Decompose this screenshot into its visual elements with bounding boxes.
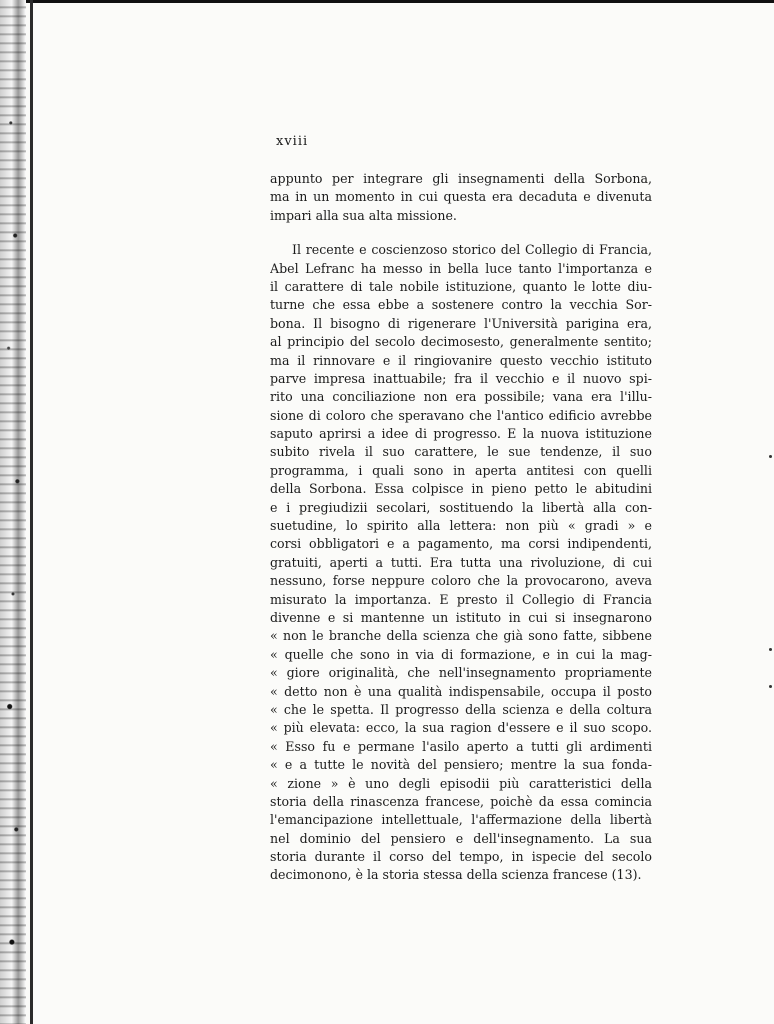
text-line: nessuno, forse neppure coloro che la provocarono, aveva: [270, 573, 652, 589]
text-line: impari alla sua alta missione.: [270, 207, 457, 223]
text-line: « e a tutte le novità del pensiero; mentre la sua fonda-: [270, 757, 652, 773]
text-line: « zione » è uno degli episodii più caratteristici della: [270, 775, 652, 791]
text-line: rito una conciliazione non era possibile; vana era l'illu-: [270, 389, 652, 405]
binding-specks: [2, 0, 24, 1024]
paragraph-gap: [270, 225, 652, 241]
text-line: misurato la importanza. E presto il Collegio di Francia: [270, 591, 652, 607]
binding-line: [30, 0, 33, 1024]
text-line: divenne e si mantenne un istituto in cui si insegnarono: [270, 609, 652, 625]
text-line: « più elevata: ecco, la sua ragion d'essere e il suo scopo.: [270, 720, 652, 736]
text-line: parve impresa inattuabile; fra il vecchio e il nuovo spi-: [270, 370, 652, 386]
scan-top-edge: [0, 0, 774, 3]
text-line: della Sorbona. Essa colpisce in pieno petto le abitudini: [270, 481, 652, 497]
text-line: « giore originalità, che nell'insegnamento propriamente: [270, 665, 652, 681]
text-line: « quelle che sono in via di formazione, e in cui la mag-: [270, 646, 652, 662]
text-line: il carattere di tale nobile istituzione, quanto le lotte diu-: [270, 278, 652, 294]
text-line: storia durante il corso del tempo, in ispecie del secolo: [270, 849, 652, 865]
scan-speck: [769, 455, 772, 458]
text-line: appunto per integrare gli insegnamenti della Sorbona,: [270, 171, 652, 186]
text-line: corsi obbligatori e a pagamento, ma corsi indipendenti,: [270, 536, 652, 552]
scan-speck: [769, 648, 772, 651]
text-line: Il recente e coscienzoso storico del Collegio di Francia,: [292, 242, 652, 258]
text-line: programma, i quali sono in aperta antitesi con quelli: [270, 462, 652, 478]
page-number: xviii: [276, 134, 309, 149]
text-line: saputo aprirsi a idee di progresso. E la nuova istituzione: [270, 426, 652, 442]
paragraph-1: [270, 170, 652, 225]
text-line: Abel Lefranc ha messo in bella luce tanto l'importanza e: [270, 260, 652, 276]
body-text: [270, 170, 652, 885]
text-line: bona. Il bisogno di rigenerare l'Università parigina era,: [270, 315, 652, 331]
text-line: l'emancipazione intellettuale, l'affermazione della libertà: [270, 812, 652, 828]
text-line: « non le branche della scienza che già sono fatte, sibbene: [270, 628, 652, 644]
text-line: subito rivela il suo carattere, le sue tendenze, il suo: [270, 444, 652, 460]
text-line: ma il rinnovare e il ringiovanire questo vecchio istituto: [270, 352, 652, 368]
text-line: e i pregiudizii secolari, sostituendo la libertà alla con-: [270, 499, 652, 515]
text-line: nel dominio del pensiero e dell'insegnamento. La sua: [270, 830, 652, 846]
text-line: suetudine, lo spirito alla lettera: non più « gradi » e: [270, 518, 652, 534]
scan-speck: [769, 685, 772, 688]
text-line: ma in un momento in cui questa era decaduta e divenuta: [270, 189, 652, 205]
text-line: turne che essa ebbe a sostenere contro la vecchia Sor-: [270, 297, 652, 313]
text-line: « che le spetta. Il progresso della scienza e della coltura: [270, 701, 652, 717]
text-line: « detto non è una qualità indispensabile, occupa il posto: [270, 683, 652, 699]
text-line: sione di coloro che speravano che l'antico edificio avrebbe: [270, 407, 652, 423]
text-line: storia della rinascenza francese, poichè da essa comincia: [270, 793, 652, 809]
text-line: decimonono, è la storia stessa della scienza francese (13).: [270, 867, 642, 883]
paragraph-2: [270, 241, 652, 885]
text-line: gratuiti, aperti a tutti. Era tutta una rivoluzione, di cui: [270, 554, 652, 570]
text-line: « Esso fu e permane l'asilo aperto a tutti gli ardimenti: [270, 738, 652, 754]
text-line: al principio del secolo decimosesto, generalmente sentito;: [270, 334, 652, 350]
